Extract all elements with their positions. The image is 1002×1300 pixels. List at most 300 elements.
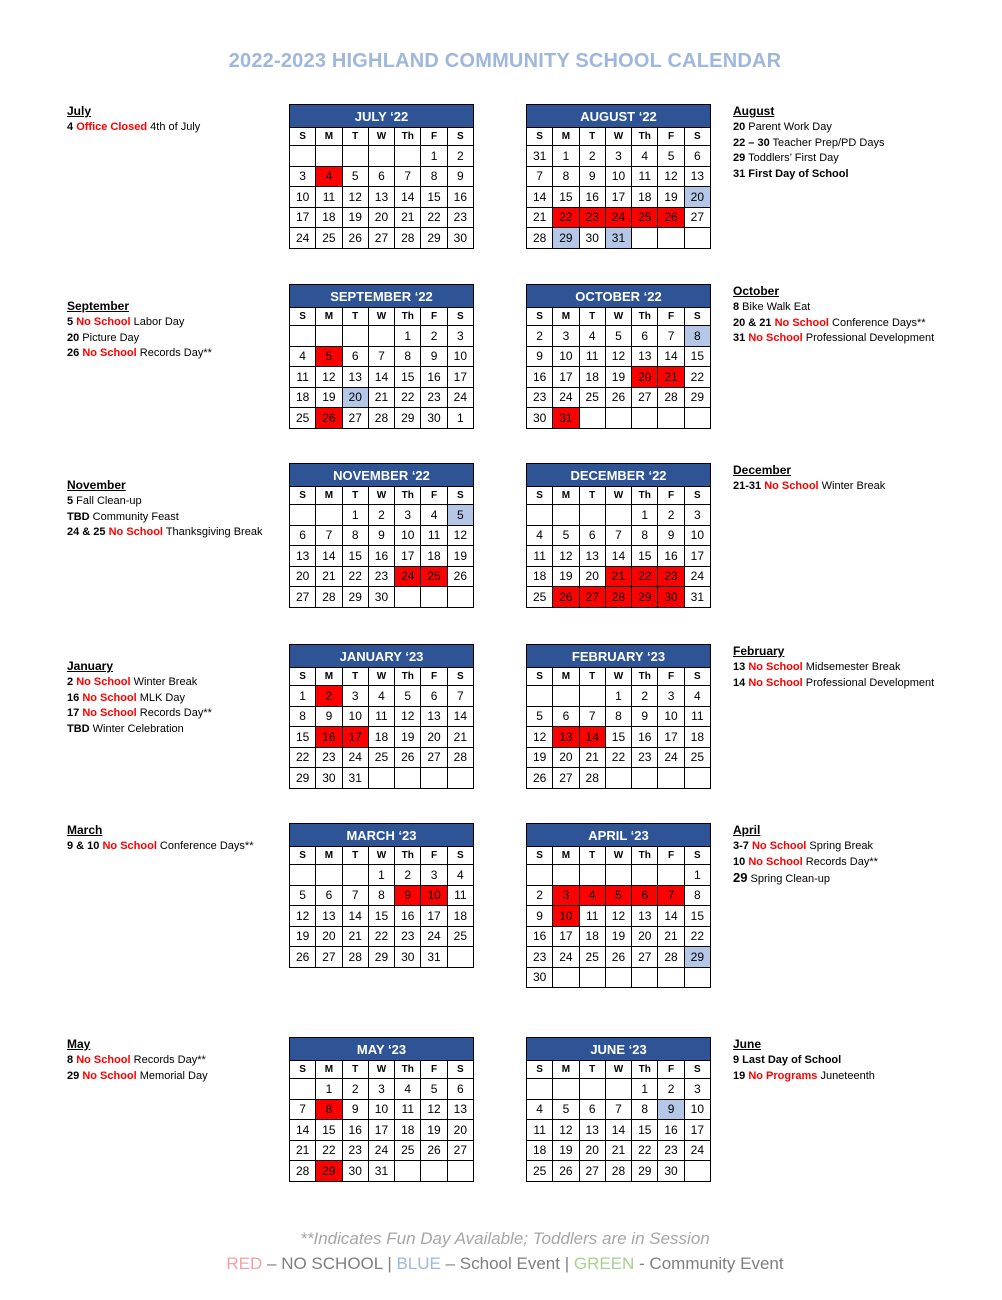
day-cell: 8 (342, 525, 368, 546)
day-cell: 4 (579, 326, 605, 347)
weekday-header: Th (632, 847, 658, 865)
day-cell (447, 768, 473, 789)
day-cell: 1 (684, 865, 710, 886)
day-cell: 16 (342, 1120, 368, 1141)
day-cell: 23 (316, 747, 342, 768)
day-cell (395, 587, 421, 608)
day-cell: 30 (658, 587, 684, 608)
day-cell: 27 (553, 768, 579, 789)
weekday-header: S (447, 308, 473, 326)
week-row (290, 768, 474, 789)
day-cell: 30 (368, 587, 394, 608)
day-cell (421, 768, 447, 789)
note-date: 8 (67, 1053, 74, 1066)
day-cell: 18 (421, 546, 447, 567)
weekday-header: F (421, 1061, 447, 1079)
day-cell: 3 (684, 505, 710, 526)
weekday-header: M (316, 128, 342, 146)
day-cell: 16 (527, 367, 553, 388)
day-cell: 2 (368, 505, 394, 526)
day-cell: 14 (658, 346, 684, 367)
week-row (290, 207, 474, 228)
day-cell: 24 (553, 387, 579, 408)
day-cell: 17 (342, 727, 368, 748)
day-cell (395, 1161, 421, 1182)
day-cell: 9 (447, 166, 473, 187)
day-cell: 21 (605, 1140, 631, 1161)
weekday-header: F (658, 668, 684, 686)
day-cell: 30 (527, 967, 553, 988)
day-cell: 28 (658, 947, 684, 968)
day-cell: 1 (316, 1079, 342, 1100)
day-cell: 29 (316, 1161, 342, 1182)
day-cell: 8 (368, 885, 394, 906)
day-cell: 12 (605, 346, 631, 367)
legend-green-label: GREEN (573, 1254, 635, 1273)
day-cell: 2 (316, 686, 342, 707)
day-cell: 22 (316, 1140, 342, 1161)
week-row (290, 146, 474, 167)
day-cell (684, 228, 710, 249)
day-cell: 19 (553, 1140, 579, 1161)
weekday-header: Th (395, 487, 421, 505)
note-text: Bike Walk Eat (739, 300, 811, 313)
day-cell: 7 (527, 166, 553, 187)
weekday-header: W (605, 668, 631, 686)
calendar-may (289, 1037, 474, 1182)
week-row (527, 1079, 711, 1100)
note-line (733, 120, 973, 136)
day-cell: 22 (605, 747, 631, 768)
day-cell: 29 (290, 768, 316, 789)
day-cell: 16 (579, 187, 605, 208)
notes-month-name: October (733, 284, 780, 298)
week-row (290, 947, 474, 968)
weekday-header: F (421, 487, 447, 505)
week-row (290, 706, 474, 727)
day-cell: 28 (605, 587, 631, 608)
day-cell: 9 (579, 166, 605, 187)
calendar-february (526, 644, 711, 789)
note-status: No School (751, 839, 807, 852)
week-row (527, 587, 711, 608)
day-cell: 10 (421, 885, 447, 906)
day-cell: 17 (605, 187, 631, 208)
month-title: JULY ‘22 (290, 105, 474, 128)
day-cell: 17 (553, 367, 579, 388)
day-cell: 4 (447, 865, 473, 886)
note-text: Memorial Day (136, 1069, 208, 1082)
day-cell: 30 (579, 228, 605, 249)
week-row (527, 926, 711, 947)
day-cell: 15 (421, 187, 447, 208)
week-row (527, 326, 711, 347)
weekday-header: W (368, 308, 394, 326)
day-cell: 29 (632, 587, 658, 608)
day-cell: 15 (342, 546, 368, 567)
note-line (733, 479, 973, 495)
week-row (290, 1161, 474, 1182)
note-text: Fall Clean-up (73, 494, 142, 507)
day-cell: 4 (684, 686, 710, 707)
note-text: Picture Day (79, 331, 140, 344)
note-text: Conference Days** (828, 316, 926, 329)
day-cell: 2 (395, 865, 421, 886)
day-cell: 12 (447, 525, 473, 546)
day-cell: 16 (316, 727, 342, 748)
notes-month-name: May (67, 1037, 91, 1051)
day-cell: 6 (447, 1079, 473, 1100)
weekday-header: S (684, 847, 710, 865)
day-cell: 25 (579, 947, 605, 968)
week-row (527, 686, 711, 707)
day-cell: 15 (553, 187, 579, 208)
week-row (527, 768, 711, 789)
day-cell: 3 (553, 885, 579, 906)
day-cell: 24 (658, 747, 684, 768)
legend-blue-text: – School Event (440, 1254, 565, 1273)
day-cell: 16 (658, 546, 684, 567)
day-cell: 11 (290, 367, 316, 388)
day-cell: 19 (658, 187, 684, 208)
day-cell: 20 (632, 926, 658, 947)
note-text: Winter Celebration (89, 723, 184, 736)
day-cell: 12 (290, 906, 316, 927)
weekday-header: S (684, 487, 710, 505)
notes-month-name: March (67, 823, 103, 837)
note-text: Spring Clean-up (747, 873, 831, 886)
day-cell (342, 146, 368, 167)
day-cell: 11 (316, 187, 342, 208)
note-text: Community Feast (89, 510, 179, 523)
day-cell: 3 (368, 1079, 394, 1100)
day-cell: 17 (368, 1120, 394, 1141)
day-cell: 12 (342, 187, 368, 208)
weekday-header: Th (632, 487, 658, 505)
day-cell: 11 (684, 706, 710, 727)
day-cell: 28 (658, 387, 684, 408)
week-row (527, 566, 711, 587)
day-cell: 20 (579, 1140, 605, 1161)
day-cell: 31 (368, 1161, 394, 1182)
day-cell: 19 (395, 727, 421, 748)
day-cell: 15 (316, 1120, 342, 1141)
note-status: No School (748, 660, 803, 673)
day-cell: 17 (684, 546, 710, 567)
weekday-header: Th (632, 308, 658, 326)
day-cell: 3 (342, 686, 368, 707)
weekday-header: W (605, 308, 631, 326)
calendar-january (289, 644, 474, 789)
day-cell: 22 (395, 387, 421, 408)
day-cell: 9 (395, 885, 421, 906)
day-cell: 5 (553, 525, 579, 546)
day-cell: 20 (342, 387, 368, 408)
weekday-header: W (368, 487, 394, 505)
day-cell: 15 (632, 546, 658, 567)
note-line (67, 1069, 282, 1085)
week-row (290, 525, 474, 546)
day-cell: 22 (421, 207, 447, 228)
day-cell: 24 (342, 747, 368, 768)
day-cell: 12 (553, 1120, 579, 1141)
day-cell: 7 (447, 686, 473, 707)
day-cell: 2 (421, 326, 447, 347)
day-cell: 23 (658, 566, 684, 587)
day-cell (421, 1161, 447, 1182)
weekday-header: M (316, 1061, 342, 1079)
day-cell: 8 (684, 885, 710, 906)
note-text: Records Day** (136, 707, 212, 720)
day-cell: 24 (553, 947, 579, 968)
day-cell: 31 (342, 768, 368, 789)
note-line (733, 676, 973, 692)
day-cell: 25 (684, 747, 710, 768)
week-row (527, 1140, 711, 1161)
weekday-header: F (658, 1061, 684, 1079)
day-cell: 19 (290, 926, 316, 947)
day-cell (368, 768, 394, 789)
day-cell: 1 (605, 686, 631, 707)
notes-october (733, 284, 973, 347)
day-cell: 24 (447, 387, 473, 408)
day-cell: 25 (395, 1140, 421, 1161)
day-cell: 14 (605, 1120, 631, 1141)
day-cell: 25 (316, 228, 342, 249)
day-cell: 6 (368, 166, 394, 187)
week-row (290, 326, 474, 347)
day-cell (421, 587, 447, 608)
day-cell: 14 (395, 187, 421, 208)
weekday-header: S (527, 847, 553, 865)
week-row (527, 967, 711, 988)
day-cell: 20 (553, 747, 579, 768)
note-date: 9 & 10 (67, 839, 100, 852)
month-title: MAY ‘23 (290, 1038, 474, 1061)
day-cell: 20 (684, 187, 710, 208)
day-cell: 19 (527, 747, 553, 768)
day-cell: 3 (684, 1079, 710, 1100)
day-cell: 23 (447, 207, 473, 228)
calendar-july (289, 104, 474, 249)
day-cell (290, 1079, 316, 1100)
day-cell (342, 865, 368, 886)
day-cell: 7 (579, 706, 605, 727)
day-cell (684, 1161, 710, 1182)
weekday-header: T (579, 668, 605, 686)
note-date: 3-7 (733, 839, 749, 852)
day-cell: 6 (579, 1099, 605, 1120)
week-row (290, 408, 474, 429)
day-cell: 30 (447, 228, 473, 249)
day-cell: 27 (368, 228, 394, 249)
day-cell: 14 (658, 906, 684, 927)
note-date: 10 (733, 855, 746, 868)
notes-month-name: November (67, 478, 126, 492)
note-text: Labor Day (130, 315, 185, 328)
note-status: No School (82, 707, 137, 720)
day-cell (658, 768, 684, 789)
day-cell: 20 (290, 566, 316, 587)
day-cell: 30 (421, 408, 447, 429)
day-cell: 15 (395, 367, 421, 388)
month-title: APRIL ‘23 (527, 824, 711, 847)
day-cell: 31 (553, 408, 579, 429)
day-cell: 23 (368, 566, 394, 587)
day-cell: 10 (553, 906, 579, 927)
weekday-header: M (553, 847, 579, 865)
day-cell: 13 (342, 367, 368, 388)
day-cell: 18 (632, 187, 658, 208)
day-cell: 14 (579, 727, 605, 748)
note-line (733, 855, 973, 871)
month-title: AUGUST ‘22 (527, 105, 711, 128)
note-status: No School (748, 332, 803, 345)
note-line (67, 722, 282, 738)
day-cell: 17 (290, 207, 316, 228)
note-line (67, 839, 282, 855)
day-cell: 6 (632, 326, 658, 347)
note-status: No School (748, 855, 803, 868)
note-line (733, 1053, 973, 1069)
day-cell (605, 967, 631, 988)
day-cell: 12 (421, 1099, 447, 1120)
day-cell (553, 505, 579, 526)
note-line (67, 315, 282, 331)
note-line (67, 510, 282, 526)
month-title: JANUARY ‘23 (290, 645, 474, 668)
day-cell: 10 (395, 525, 421, 546)
note-date: 29 (733, 870, 748, 886)
day-cell: 9 (658, 525, 684, 546)
day-cell (316, 505, 342, 526)
notes-august (733, 104, 973, 183)
weekday-header: F (658, 487, 684, 505)
week-row (527, 1099, 711, 1120)
week-row (527, 228, 711, 249)
weekday-header: S (527, 487, 553, 505)
day-cell: 12 (605, 906, 631, 927)
day-cell (290, 865, 316, 886)
notes-july (67, 104, 282, 136)
day-cell: 18 (395, 1120, 421, 1141)
day-cell: 24 (684, 1140, 710, 1161)
month-title: MARCH ‘23 (290, 824, 474, 847)
notes-may (67, 1037, 282, 1084)
day-cell: 27 (579, 587, 605, 608)
week-row (290, 346, 474, 367)
note-date: 9 Last Day of School (733, 1053, 842, 1066)
weekday-header: S (527, 308, 553, 326)
day-cell: 23 (395, 926, 421, 947)
day-cell: 31 (527, 146, 553, 167)
weekday-header: W (368, 128, 394, 146)
week-row (527, 408, 711, 429)
day-cell (579, 967, 605, 988)
day-cell: 23 (579, 207, 605, 228)
weekday-header: F (421, 847, 447, 865)
day-cell (632, 967, 658, 988)
note-text: Teacher Prep/PD Days (769, 136, 885, 149)
week-row (527, 166, 711, 187)
week-row (290, 546, 474, 567)
day-cell (395, 146, 421, 167)
day-cell: 22 (632, 566, 658, 587)
note-text: Winter Break (130, 675, 198, 688)
weekday-header: Th (632, 1061, 658, 1079)
day-cell: 26 (290, 947, 316, 968)
month-title: JUNE ‘23 (527, 1038, 711, 1061)
day-cell (605, 408, 631, 429)
day-cell: 27 (632, 947, 658, 968)
day-cell: 24 (395, 566, 421, 587)
weekday-header: Th (632, 668, 658, 686)
note-text: Spring Break (806, 839, 874, 852)
day-cell: 7 (605, 525, 631, 546)
day-cell: 26 (658, 207, 684, 228)
day-cell: 31 (421, 947, 447, 968)
day-cell: 26 (316, 408, 342, 429)
day-cell: 12 (395, 706, 421, 727)
day-cell: 21 (527, 207, 553, 228)
day-cell (605, 768, 631, 789)
weekday-header: Th (632, 128, 658, 146)
day-cell: 27 (290, 587, 316, 608)
week-row (290, 1079, 474, 1100)
day-cell: 6 (632, 885, 658, 906)
day-cell (579, 686, 605, 707)
day-cell: 19 (316, 387, 342, 408)
note-date: 21-31 (733, 479, 762, 492)
week-row (527, 727, 711, 748)
footnote: **Indicates Fun Day Available; Toddlers are in Session (300, 1229, 710, 1248)
day-cell: 11 (527, 546, 553, 567)
note-date: 29 (733, 152, 746, 165)
day-cell: 17 (684, 1120, 710, 1141)
day-cell (658, 865, 684, 886)
day-cell: 6 (579, 525, 605, 546)
note-line (733, 136, 973, 152)
notes-september (67, 299, 282, 362)
note-date: 2 (67, 675, 74, 688)
day-cell (632, 408, 658, 429)
note-status: No School (82, 347, 137, 360)
day-cell (368, 326, 394, 347)
day-cell: 10 (658, 706, 684, 727)
weekday-header: F (421, 128, 447, 146)
weekday-header: S (290, 128, 316, 146)
day-cell (447, 1161, 473, 1182)
note-text: Professional Development (802, 332, 935, 345)
weekday-header: S (290, 847, 316, 865)
day-cell: 26 (553, 587, 579, 608)
day-cell: 28 (527, 228, 553, 249)
day-cell (553, 967, 579, 988)
day-cell: 21 (342, 926, 368, 947)
note-line (67, 691, 282, 707)
day-cell: 19 (447, 546, 473, 567)
day-cell: 12 (527, 727, 553, 748)
notes-month-name: December (733, 463, 792, 477)
weekday-header: S (447, 668, 473, 686)
day-cell: 7 (395, 166, 421, 187)
day-cell: 19 (605, 926, 631, 947)
day-cell: 5 (553, 1099, 579, 1120)
day-cell (658, 228, 684, 249)
day-cell (605, 505, 631, 526)
weekday-header: M (553, 487, 579, 505)
note-line (733, 870, 973, 888)
